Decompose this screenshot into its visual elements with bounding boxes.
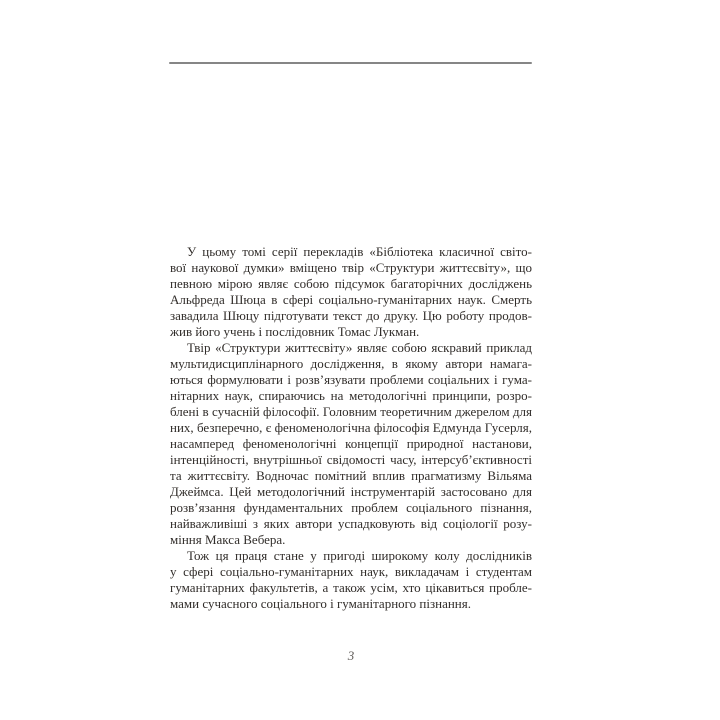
header-rule bbox=[169, 62, 532, 64]
text-line: та життєсвіту. Водночас помітний вплив прагматизму Вільяма bbox=[170, 468, 532, 483]
text-line: блені в сучасній філософії. Головним теоретичним джерелом для bbox=[170, 404, 532, 419]
text-line: гуманітарних факультетів, а також усім, хто цікавиться пробле- bbox=[170, 580, 532, 595]
text-line: насамперед феноменологічні концепції природної настанови, bbox=[170, 436, 532, 451]
paragraph bbox=[170, 548, 532, 612]
text-line: у сфері соціально-гуманітарних наук, викладачам і студентам bbox=[170, 564, 532, 579]
text-line: мами сучасного соціального і гуманітарного пізнання. bbox=[170, 596, 471, 611]
paragraph bbox=[170, 340, 532, 548]
text-line: Тож ця праця стане у пригоді широкому колу дослідників bbox=[187, 548, 532, 563]
text-line: мультидисциплінарного дослідження, в якому автори намага- bbox=[170, 356, 532, 371]
text-line: найважливіші з яких автори успадковують від соціології розу- bbox=[170, 516, 532, 531]
text-line: них, безперечно, є феноменологічна філософія Едмунда Гусерля, bbox=[170, 420, 532, 435]
text-line: вої наукової думки» вміщено твір «Структури життєсвіту», що bbox=[170, 260, 532, 275]
text-line: жив його учень і послідовник Томас Лукман. bbox=[170, 324, 420, 339]
text-line: інтенційності, внутрішньої свідомості часу, інтерсуб’єктивності bbox=[170, 452, 532, 467]
page-number: 3 bbox=[347, 648, 355, 663]
text-line: У цьому томі серії перекладів «Бібліотека класичної світо- bbox=[187, 244, 532, 259]
text-line: завадила Шюцу підготувати текст до друку. Цю роботу продов- bbox=[170, 308, 532, 323]
text-line: Твір «Структури життєсвіту» являє собою яскравий приклад bbox=[187, 340, 532, 355]
text-line: певною мірою являє собою підсумок багаторічних досліджень bbox=[170, 276, 532, 291]
text-line: Альфреда Шюца в сфері соціально-гуманітарних наук. Смерть bbox=[170, 292, 532, 307]
text-line: ються формулювати і розв’язувати проблеми соціальних і гума- bbox=[170, 372, 532, 387]
text-block bbox=[170, 244, 532, 612]
paragraph bbox=[170, 244, 532, 340]
text-line: розв’язання фундаментальних проблем соціального пізнання, bbox=[170, 500, 532, 515]
text-line: міння Макса Вебера. bbox=[170, 532, 286, 547]
text-line: Джеймса. Цей методологічний інструментарій застосовано для bbox=[170, 484, 532, 499]
text-line: нітарних наук, спираючись на методологічні принципи, розро- bbox=[170, 388, 532, 403]
